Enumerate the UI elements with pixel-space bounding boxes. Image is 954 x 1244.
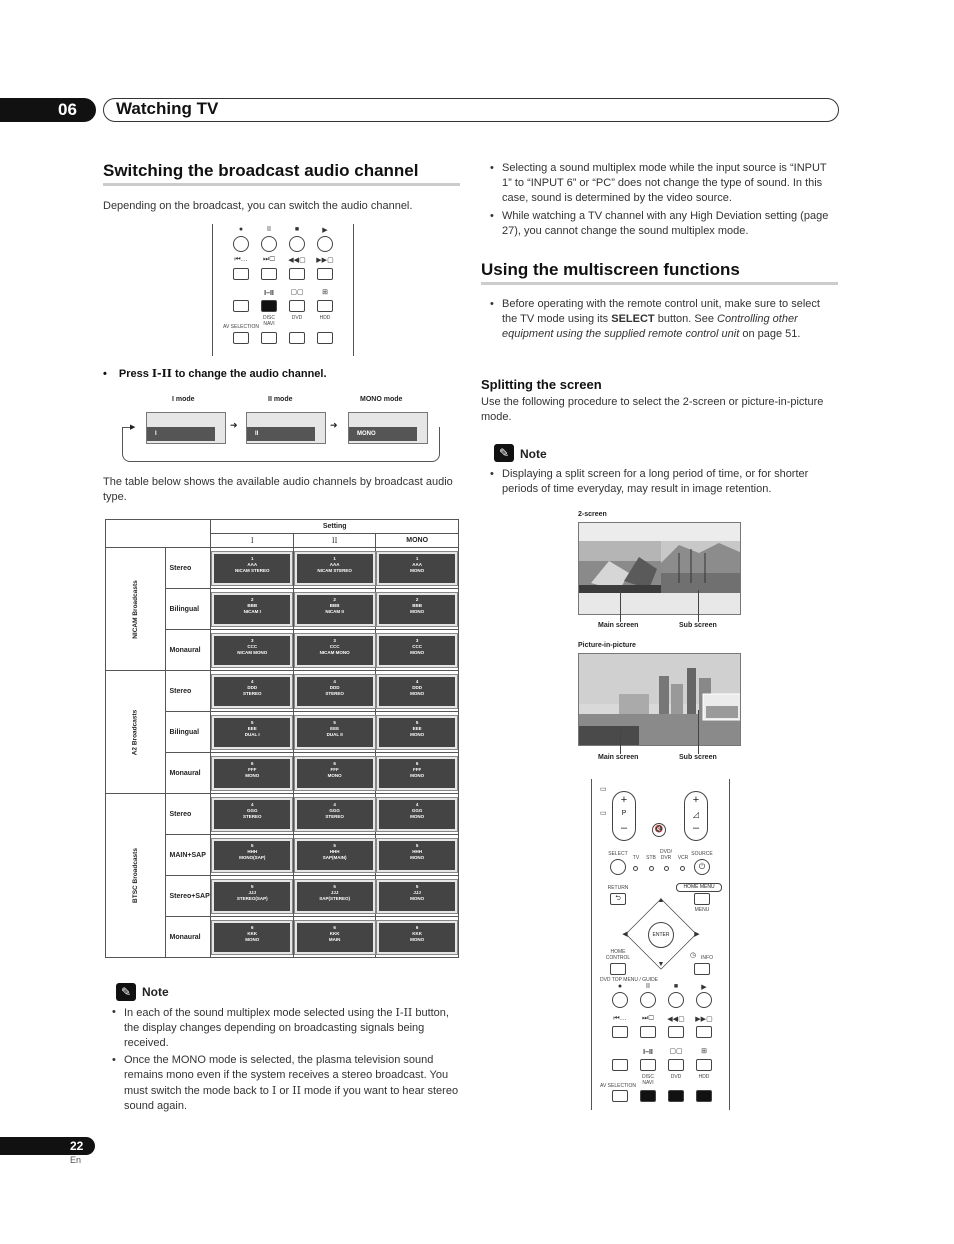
channel-cell <box>294 794 376 835</box>
table-intro: The table below shows the available audio channels by broadcast audio type. <box>103 476 453 503</box>
i-ii-label: I–II <box>264 290 274 297</box>
arrow-right-icon[interactable]: ▶ <box>694 931 700 938</box>
language-label: En <box>70 1155 82 1165</box>
i-ii-button[interactable] <box>261 300 277 312</box>
stb-indicator <box>649 866 654 871</box>
bullet-input-source: • Selecting a sound multiplex mode while the input source is “INPUT 1” to “INPUT 6” or “PC” does not change the type of sound. In this case, sound is determined by the video source. <box>502 161 838 206</box>
bottom-button-4[interactable] <box>696 1090 712 1102</box>
hdd-button[interactable] <box>317 300 333 312</box>
skip-back-button[interactable] <box>612 1026 628 1038</box>
two-screen-button[interactable] <box>640 1090 656 1102</box>
pause-icon: II <box>267 226 271 233</box>
sub-screen-leader <box>698 710 699 754</box>
remote-control-illustration <box>212 224 354 356</box>
channel-osd-display: 6 KKK MONO <box>212 921 292 954</box>
bottom-button-4[interactable] <box>317 332 333 344</box>
home-control-label: HOME CONTROL <box>605 949 631 961</box>
channel-osd-display: 3 CCC NICAM MONO <box>212 634 292 667</box>
vcr-label: VCR <box>677 855 689 861</box>
return-button[interactable]: ⮌ <box>610 893 626 905</box>
channel-osd-display: 1 AAA MONO <box>377 552 457 585</box>
play-button[interactable] <box>696 992 712 1008</box>
channel-osd-display: 5 JJJ STEREO(SAP) <box>212 880 292 913</box>
play-button[interactable] <box>317 236 333 252</box>
info-label: INFO <box>701 955 713 961</box>
note-icon: ✎ <box>116 983 136 1001</box>
channel-cell <box>294 712 376 753</box>
audio-channel-table <box>105 519 459 958</box>
av-selection-button[interactable] <box>612 1059 628 1071</box>
tv-indicator <box>633 866 638 871</box>
audio-type-label: Bilingual <box>165 589 211 630</box>
broadcast-group-label: BTSC Broadcasts <box>106 794 166 958</box>
channel-osd-display: 4 GGG STEREO <box>212 798 292 831</box>
input-icon-2: ▭ <box>600 810 607 817</box>
bullet-select-tv-mode: • Before operating with the remote control unit, make sure to select the TV mode using its SELECT button. See Controlling other equipment using the supplied remote control unit on page 51. <box>502 297 838 342</box>
subsection-splitting: Splitting the screen <box>481 377 602 392</box>
channel-osd-display: 5 HHH MONO(SAP) <box>212 839 292 872</box>
channel-cell <box>294 630 376 671</box>
audio-type-label: Monaural <box>165 917 211 958</box>
dvd-button[interactable] <box>668 1059 684 1071</box>
skip-forward-icon: ⏭▢ <box>263 256 275 263</box>
mode-i-screen: I <box>146 412 226 444</box>
volume-down-icon: – <box>692 822 700 834</box>
audio-type-label: Stereo <box>165 671 211 712</box>
disc-navi-label: DISC NAVI <box>263 315 275 327</box>
mode-ii-screen: II <box>246 412 326 444</box>
channel-cell <box>211 712 294 753</box>
mode-i-title: I mode <box>172 396 195 403</box>
col-header-ii: II <box>294 534 376 548</box>
arrow-right-icon: ➜ <box>230 420 238 430</box>
section-rule <box>481 282 838 285</box>
channel-cell <box>211 917 294 958</box>
note-item-2: • Once the MONO mode is selected, the plasma television sound remains mono even if the system receives a stereo broadcast. You must switch the mode back to I or II mode if you want to hear stereo sound again. <box>124 1053 460 1114</box>
channel-cell <box>211 794 294 835</box>
channel-osd-display: 5 JJJ SAP(STEREO) <box>295 880 375 913</box>
section-title-multiscreen: Using the multiscreen functions <box>481 260 740 279</box>
channel-osd-display: 6 KKK MAIN <box>295 921 375 954</box>
section-title-audio: Switching the broadcast audio channel <box>103 161 419 180</box>
disc-navi-label: DISC NAVI <box>642 1074 654 1086</box>
channel-osd-display: 2 BBB NICAM II <box>295 593 375 626</box>
label-main-screen-pip: Main screen <box>598 754 639 761</box>
channel-cell <box>376 876 459 917</box>
arrow-left-icon[interactable]: ◀ <box>622 931 628 938</box>
home-menu-label: HOME MENU <box>676 883 722 892</box>
channel-osd-display: 2 BBB MONO <box>377 593 457 626</box>
dvd-dvr-label: DVD/ DVR <box>660 849 672 861</box>
split-text: Use the following procedure to select the 2-screen or picture-in-picture mode. <box>481 396 824 423</box>
play-icon: ▶ <box>701 984 707 991</box>
volume-up-icon: + <box>692 794 700 806</box>
channel-osd-display: 5 JJJ MONO <box>377 880 457 913</box>
channel-osd-display: 3 CCC NICAM MONO <box>295 634 375 667</box>
channel-osd-display: 4 GGG STEREO <box>295 798 375 831</box>
dvd-top-menu-label: DVD TOP MENU / GUIDE <box>599 977 659 983</box>
note-split-screen: • Displaying a split screen for a long period of time, or for shorter periods of time everyday, may result in image retention. <box>502 467 838 497</box>
channel-cell <box>211 630 294 671</box>
channel-osd-display: 6 KKK MONO <box>377 921 457 954</box>
channel-cell <box>376 671 459 712</box>
channel-osd-display: 1 AAA NICAM STEREO <box>212 552 292 585</box>
pip-image <box>578 653 741 746</box>
channel-cell <box>294 589 376 630</box>
channel-osd-display: 6 FFF MONO <box>295 757 375 790</box>
label-main-screen: Main screen <box>598 622 639 629</box>
bottom-button-2[interactable] <box>261 332 277 344</box>
mode-ii-title: II mode <box>268 396 293 403</box>
stop-icon: ■ <box>673 983 679 990</box>
table-setting-header: Setting <box>211 520 459 534</box>
fast-forward-button[interactable] <box>696 1026 712 1038</box>
skip-back-icon: ⏮… <box>613 1015 627 1022</box>
page-number: 22 <box>0 1137 95 1155</box>
channel-osd-display: 5 EEE DUAL II <box>295 716 375 749</box>
channel-cell <box>211 835 294 876</box>
channel-p-label: P <box>621 810 627 817</box>
mute-button[interactable]: 🔇 <box>652 823 666 837</box>
arrow-up-icon[interactable]: ▲ <box>657 897 665 904</box>
channel-osd-display: 4 DDD STEREO <box>212 675 292 708</box>
screen-mode-icon: ▢▢ <box>669 1048 683 1055</box>
rewind-button[interactable] <box>668 1026 684 1038</box>
remote-control-full <box>591 779 730 1110</box>
i-ii-label: I–II <box>643 1049 653 1056</box>
channel-osd-display: 2 BBB NICAM I <box>212 593 292 626</box>
audio-type-label: Monaural <box>165 630 211 671</box>
channel-osd-display: 5 HHH MONO <box>377 839 457 872</box>
broadcast-group-label: A2 Broadcasts <box>106 671 166 794</box>
channel-cell <box>211 671 294 712</box>
channel-cell <box>376 794 459 835</box>
table-row <box>106 671 459 712</box>
channel-cell <box>294 753 376 794</box>
channel-cell <box>294 876 376 917</box>
channel-cell <box>376 712 459 753</box>
note-item-1: • In each of the sound multiplex mode selected using the I-II button, the display changes depending on broadcasting signals being received. <box>124 1005 460 1051</box>
stop-icon: ■ <box>294 226 300 233</box>
table-row <box>106 794 459 835</box>
skip-forward-button[interactable] <box>261 268 277 280</box>
stb-label: STB <box>646 855 656 861</box>
channel-down-icon: – <box>620 822 628 834</box>
i-ii-button[interactable] <box>640 1059 656 1071</box>
skip-forward-button[interactable] <box>640 1026 656 1038</box>
channel-cell <box>376 548 459 589</box>
channel-cell <box>376 835 459 876</box>
channel-cell <box>294 671 376 712</box>
bullet-high-deviation: • While watching a TV channel with any High Deviation setting (page 27), you cannot change the sound multiplex mode. <box>502 209 838 239</box>
info-button[interactable] <box>694 963 710 975</box>
loop-arrow-icon: ▶ <box>130 424 136 431</box>
record-button[interactable] <box>233 236 249 252</box>
col-header-i: I <box>211 534 294 548</box>
skip-back-icon: ⏮… <box>234 256 248 263</box>
channel-cell <box>376 630 459 671</box>
volume-rocker[interactable] <box>684 791 708 841</box>
main-screen-leader <box>620 730 621 754</box>
stop-button[interactable] <box>289 236 305 252</box>
mode-diagram <box>120 392 442 464</box>
channel-cell <box>211 589 294 630</box>
channel-osd-display: 6 FFF MONO <box>377 757 457 790</box>
skip-back-button[interactable] <box>233 268 249 280</box>
channel-cell <box>294 917 376 958</box>
freeze-icon: ⊞ <box>322 289 328 296</box>
channel-osd-display: 5 HHH SAP(MAIN) <box>295 839 375 872</box>
skip-forward-icon: ⏭▢ <box>642 1015 654 1022</box>
menu-label: MENU <box>694 907 710 913</box>
fig-2screen-title: 2-screen <box>578 511 607 518</box>
broadcast-group-label: NICAM Broadcasts <box>106 548 166 671</box>
rewind-icon: ◀◀▢ <box>667 1016 685 1023</box>
channel-rocker[interactable] <box>612 791 636 841</box>
mode-mono-title: MONO mode <box>360 396 403 403</box>
record-button[interactable] <box>612 992 628 1008</box>
clock-icon: ◷ <box>690 952 697 959</box>
vcr-indicator <box>680 866 685 871</box>
record-icon: ● <box>617 983 623 990</box>
select-label: SELECT <box>608 851 628 857</box>
channel-cell <box>211 876 294 917</box>
channel-cell <box>376 753 459 794</box>
home-menu-button[interactable] <box>694 893 710 905</box>
dvd-indicator <box>664 866 669 871</box>
pause-button[interactable] <box>261 236 277 252</box>
rewind-icon: ◀◀▢ <box>288 257 306 264</box>
audio-type-label: Stereo <box>165 794 211 835</box>
av-selection-label: AV SELECTION <box>222 324 260 330</box>
av-selection-label: AV SELECTION <box>599 1083 637 1089</box>
pause-button[interactable] <box>640 992 656 1008</box>
fig-pip-title: Picture-in-picture <box>578 642 636 649</box>
dvd-label: DVD <box>291 315 303 321</box>
enter-button[interactable]: ENTER <box>648 922 674 948</box>
freeze-icon: ⊞ <box>701 1048 707 1055</box>
channel-up-icon: + <box>620 794 628 806</box>
home-control-button[interactable] <box>610 963 626 975</box>
channel-osd-display: 5 EEE MONO <box>377 716 457 749</box>
mode-mono-screen: MONO <box>348 412 428 444</box>
pip-button[interactable] <box>668 1090 684 1102</box>
channel-osd-display: 4 DDD STEREO <box>295 675 375 708</box>
channel-cell <box>211 548 294 589</box>
pause-icon: II <box>646 983 650 990</box>
note-title-right: Note <box>520 447 547 461</box>
press-instruction: • Press I-II to change the audio channel. <box>103 367 327 380</box>
play-icon: ▶ <box>322 227 328 234</box>
arrow-right-icon: ➜ <box>330 420 338 430</box>
fast-forward-icon: ▶▶▢ <box>695 1016 713 1023</box>
hdd-label: HDD <box>698 1074 710 1080</box>
section-rule <box>103 183 460 186</box>
channel-cell <box>376 917 459 958</box>
channel-osd-display: 4 DDD MONO <box>377 675 457 708</box>
arrow-down-icon[interactable]: ▼ <box>657 961 665 968</box>
label-sub-screen-pip: Sub screen <box>679 754 717 761</box>
fast-forward-icon: ▶▶▢ <box>316 257 334 264</box>
select-button[interactable] <box>610 859 626 875</box>
channel-cell <box>376 589 459 630</box>
audio-type-label: Stereo+SAP <box>165 876 211 917</box>
bottom-button-3[interactable] <box>289 332 305 344</box>
audio-type-label: Monaural <box>165 753 211 794</box>
col-header-mono: MONO <box>376 534 459 548</box>
main-screen-leader <box>620 590 621 622</box>
note-title: Note <box>142 985 169 999</box>
channel-osd-display: 1 AAA NICAM STEREO <box>295 552 375 585</box>
audio-type-label: Bilingual <box>165 712 211 753</box>
bottom-button-1[interactable] <box>233 332 249 344</box>
table-row <box>106 548 459 589</box>
source-label: SOURCE <box>691 851 713 857</box>
channel-cell <box>211 753 294 794</box>
chapter-number: 06 <box>0 98 96 122</box>
sub-screen-leader <box>698 590 699 622</box>
label-sub-screen: Sub screen <box>679 622 717 629</box>
channel-cell <box>294 835 376 876</box>
input-icon: ▭ <box>600 786 607 793</box>
channel-osd-display: 6 FFF MONO <box>212 757 292 790</box>
channel-osd-display: 4 GGG MONO <box>377 798 457 831</box>
rewind-button[interactable] <box>289 268 305 280</box>
dvd-label: DVD <box>670 1074 682 1080</box>
two-screen-image <box>578 522 741 615</box>
stop-button[interactable] <box>668 992 684 1008</box>
hdd-label: HDD <box>319 315 331 321</box>
fast-forward-button[interactable] <box>317 268 333 280</box>
av-selection-button[interactable] <box>233 300 249 312</box>
screen-mode-icon: ▢▢ <box>290 289 304 296</box>
audio-type-label: Stereo <box>165 548 211 589</box>
chapter-title: Watching TV <box>116 99 219 118</box>
audio-type-label: MAIN+SAP <box>165 835 211 876</box>
intro-text: Depending on the broadcast, you can switch the audio channel. <box>103 200 413 212</box>
channel-osd-display: 3 CCC MONO <box>377 634 457 667</box>
channel-cell <box>294 548 376 589</box>
return-label: RETURN <box>607 885 629 891</box>
source-power-button[interactable]: ⏻ <box>694 859 710 875</box>
record-icon: ● <box>238 226 244 233</box>
channel-osd-display: 5 EEE DUAL I <box>212 716 292 749</box>
note-icon: ✎ <box>494 444 514 462</box>
bottom-button-1[interactable] <box>612 1090 628 1102</box>
hdd-button[interactable] <box>696 1059 712 1071</box>
tv-label: TV <box>632 855 640 861</box>
dvd-button[interactable] <box>289 300 305 312</box>
volume-icon: ◿ <box>692 810 700 819</box>
